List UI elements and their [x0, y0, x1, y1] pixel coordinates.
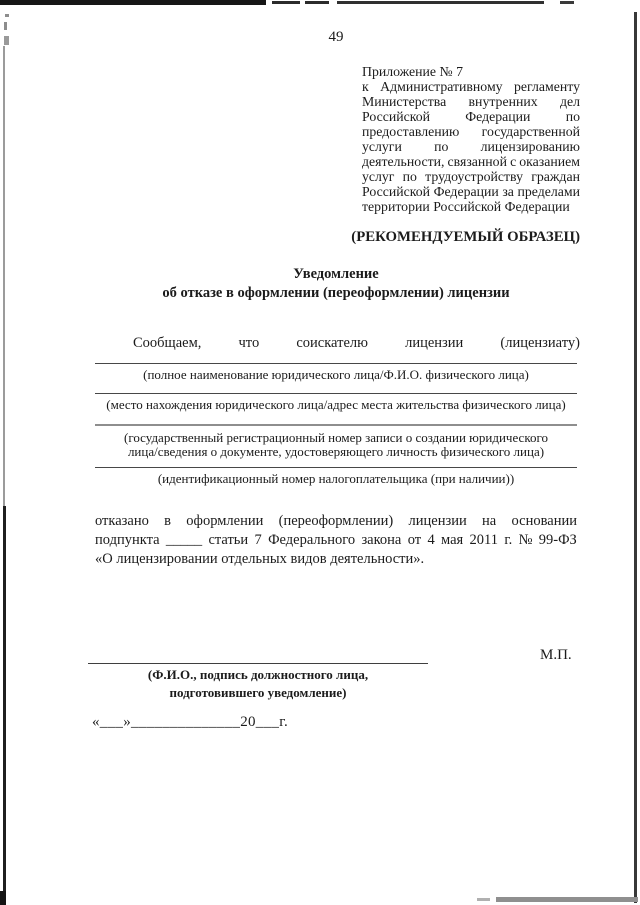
- notice-title-block: [95, 265, 577, 303]
- field-blank-line-2: [95, 393, 577, 394]
- field-blank-line-4: [95, 467, 577, 468]
- signature-blank-line: [88, 663, 428, 664]
- appendix-line: территории Российской Федерации: [362, 199, 570, 214]
- bottom-right-scan-dash: [477, 898, 490, 901]
- signature-caption-line2: подготовившего уведомление): [169, 684, 347, 700]
- appendix-line: к Административному регламенту: [362, 79, 580, 94]
- appendix-line: Российской Федерации по: [362, 109, 580, 124]
- body-line: подпункта _____ статьи 7 Федерального закона от 4 мая 2011 г. № 99-ФЗ: [95, 532, 577, 549]
- field-caption-2: (место нахождения юридического лица/адрес места жительства физического лица): [106, 397, 566, 412]
- stamp-place-label: М.П.: [540, 647, 572, 663]
- left-edge-scan-mark: [4, 22, 7, 30]
- appendix-heading: Приложение № 7: [362, 64, 464, 79]
- left-edge-scan-mark: [4, 36, 9, 45]
- field-caption-1: (полное наименование юридического лица/Ф.И.О. физического лица): [143, 367, 529, 382]
- notice-subtitle: об отказе в оформлении (переоформлении) лицензии: [162, 285, 510, 301]
- appendix-line: услуг по трудоустройству граждан: [362, 169, 580, 184]
- appendix-line: Российской Федерации за пределами: [362, 184, 580, 199]
- body-paragraph: [95, 512, 577, 570]
- recommended-sample-label: (РЕКОМЕНДУЕМЫЙ ОБРАЗЕЦ): [351, 229, 580, 245]
- appendix-line: Министерства внутренних дел: [362, 94, 580, 109]
- field-caption-3-line1: (государственный регистрационный номер записи о создании юридического: [124, 430, 548, 445]
- appendix-line: услуги по лицензированию: [362, 139, 580, 154]
- signature-caption: [88, 666, 428, 701]
- date-blank-line: «___»______________20___г.: [92, 714, 289, 730]
- field-caption-3-line2: лица/сведения о документе, удостоверяющего личность физического лица): [127, 443, 545, 459]
- appendix-line: предоставлению государственной: [362, 124, 580, 139]
- left-edge-scan-mark: [5, 14, 9, 17]
- bottom-right-scan-bar: [496, 897, 638, 902]
- right-edge-scan-line: [634, 12, 637, 903]
- field-caption-4: (идентификационный номер налогоплательщика (при наличии)): [157, 471, 515, 486]
- notice-title: Уведомление: [293, 266, 379, 282]
- top-edge-scan-dash: [337, 1, 544, 4]
- appendix-reference-block: [362, 64, 580, 214]
- field-blank-line-3: [95, 424, 577, 426]
- signature-caption-line1: (Ф.И.О., подпись должностного лица,: [147, 667, 369, 682]
- body-line: отказано в оформлении (переоформлении) лицензии на основании: [95, 513, 577, 529]
- page-number: 49: [328, 29, 344, 45]
- left-edge-scan-line: [3, 46, 5, 506]
- appendix-line: деятельности, связанной с оказанием: [362, 154, 580, 169]
- body-line: «О лицензировании отдельных видов деятельности».: [95, 551, 425, 568]
- top-edge-scan-dash: [272, 1, 300, 4]
- top-edge-scan-dash: [305, 1, 329, 4]
- field-blank-line-1: [95, 363, 577, 364]
- intro-line: Сообщаем, что соискателю лицензии (лицензиату): [133, 335, 580, 351]
- bottom-left-scan-mark: [0, 891, 6, 905]
- top-edge-scan-bar: [0, 0, 266, 5]
- field-caption-3: [95, 431, 577, 458]
- top-edge-scan-dash: [560, 1, 574, 4]
- left-edge-scan-line: [3, 506, 6, 905]
